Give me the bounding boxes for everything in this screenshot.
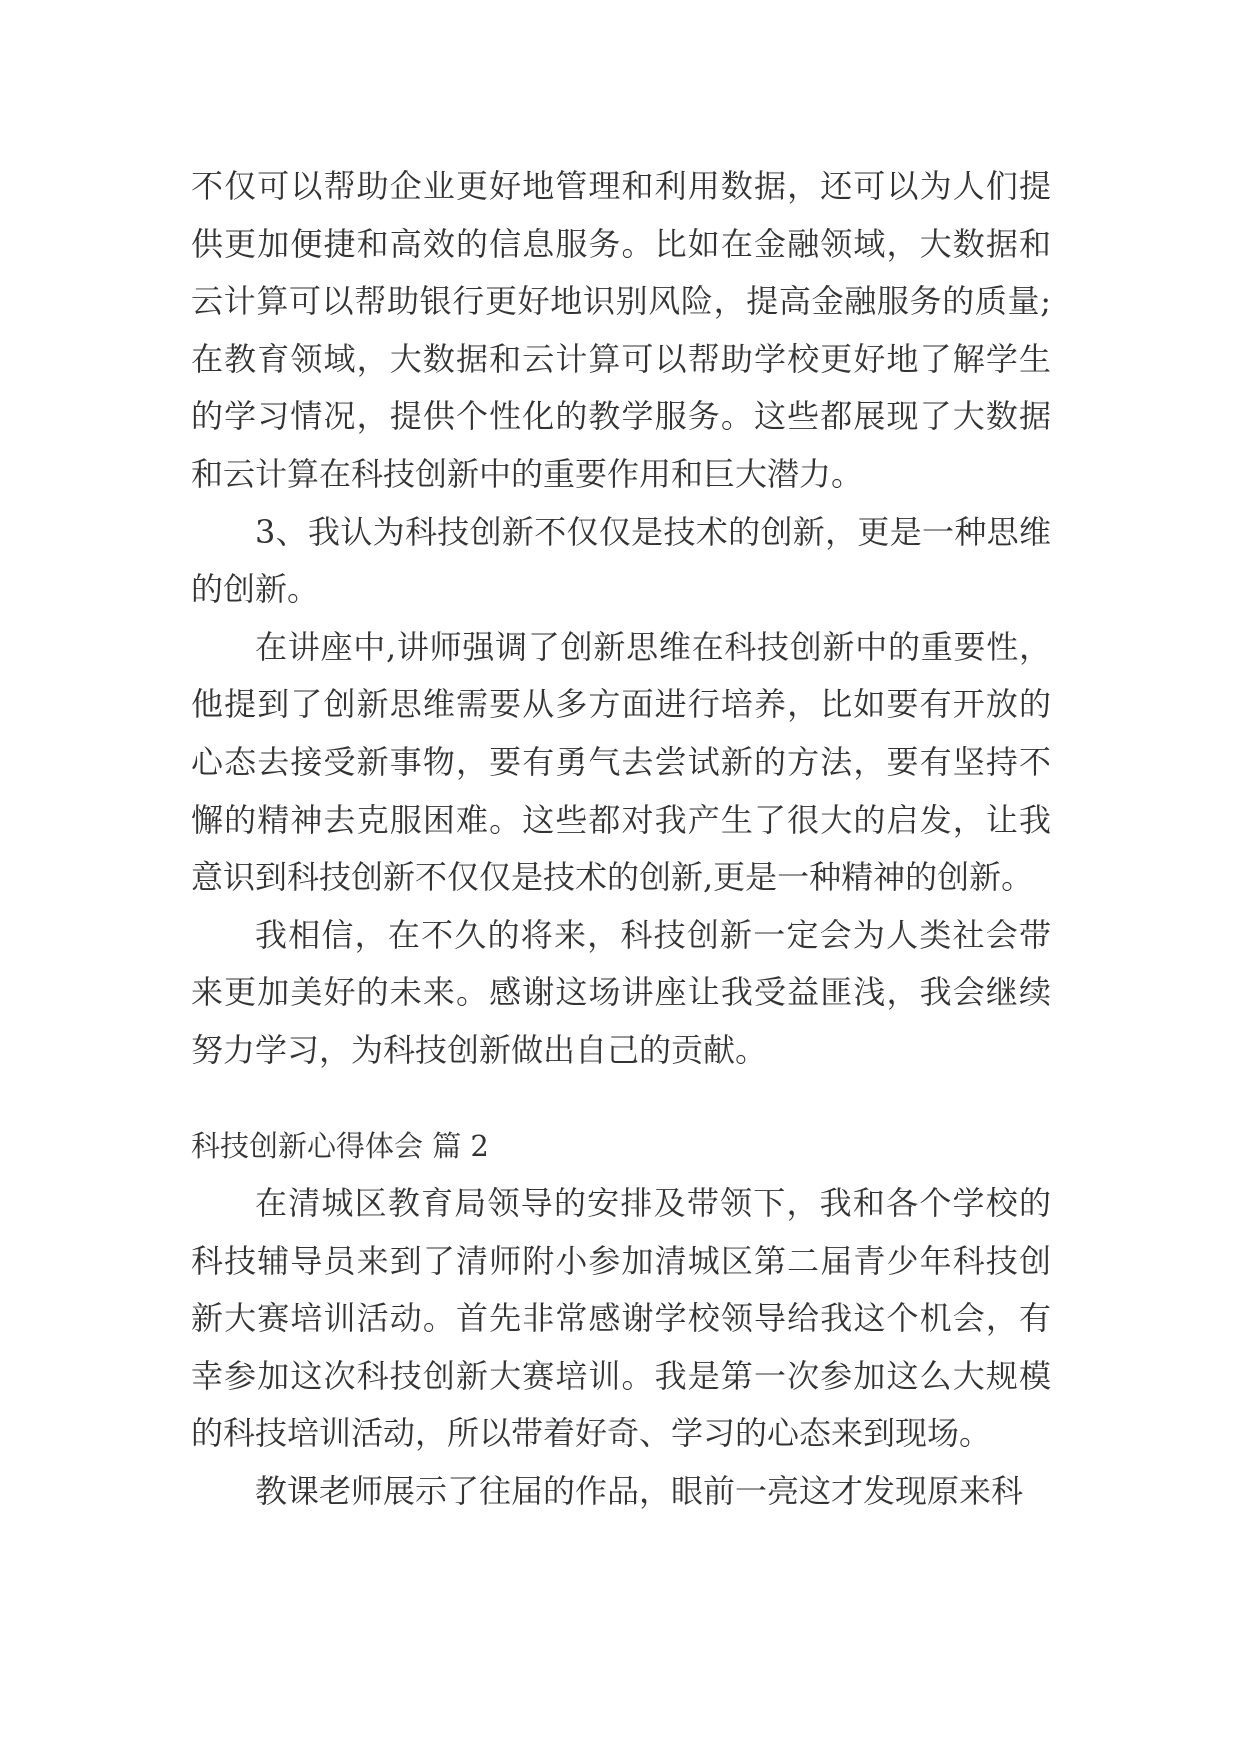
paragraph-conclusion: 我相信，在不久的将来，科技创新一定会为人类社会带来更加美好的未来。感谢这场讲座让我受益匪浅，我会继续努力学习，为科技创新做出自己的贡献。 bbox=[191, 915, 1051, 1069]
paragraph-teacher-works: 教课老师展示了往届的作品，眼前一亮这才发现原来科 bbox=[255, 1472, 1024, 1511]
paragraph-point-3: 3、我认为科技创新不仅仅是技术的创新，更是一种思维的创新。 bbox=[191, 512, 1051, 609]
document-body bbox=[191, 158, 1051, 1521]
section-heading: 科技创新心得体会 篇 2 bbox=[191, 1128, 489, 1163]
paragraph-big-data-benefits: 不仅可以帮助企业更好地管理和利用数据，还可以为人们提供更加便捷和高效的信息服务。比如在金融领域，大数据和云计算可以帮助银行更好地识别风险，提高金融服务的质量;在教育领域，大数据和云计算可以帮助学校更好地了解学生的学习情况，提供个性化的教学服务。这些都展现了大数据和云计算在科技创新中的重要作用和巨大潜力。 bbox=[191, 167, 1051, 493]
paragraph-training-intro: 在清城区教育局领导的安排及带领下，我和各个学校的科技辅导员来到了清师附小参加清城区第二届青少年科技创新大赛培训活动。首先非常感谢学校领导给我这个机会，有幸参加这次科技创新大赛培训。我是第一次参加这么大规模的科技培训活动，所以带着好奇、学习的心态来到现场。 bbox=[191, 1184, 1051, 1453]
paragraph-innovative-thinking: 在讲座中,讲师强调了创新思维在科技创新中的重要性，他提到了创新思维需要从多方面进行培养，比如要有开放的心态去接受新事物，要有勇气去尝试新的方法，要有坚持不懈的精神去克服困难。这些都对我产生了很大的启发，让我意识到科技创新不仅仅是技术的创新,更是一种精神的创新。 bbox=[191, 627, 1051, 897]
